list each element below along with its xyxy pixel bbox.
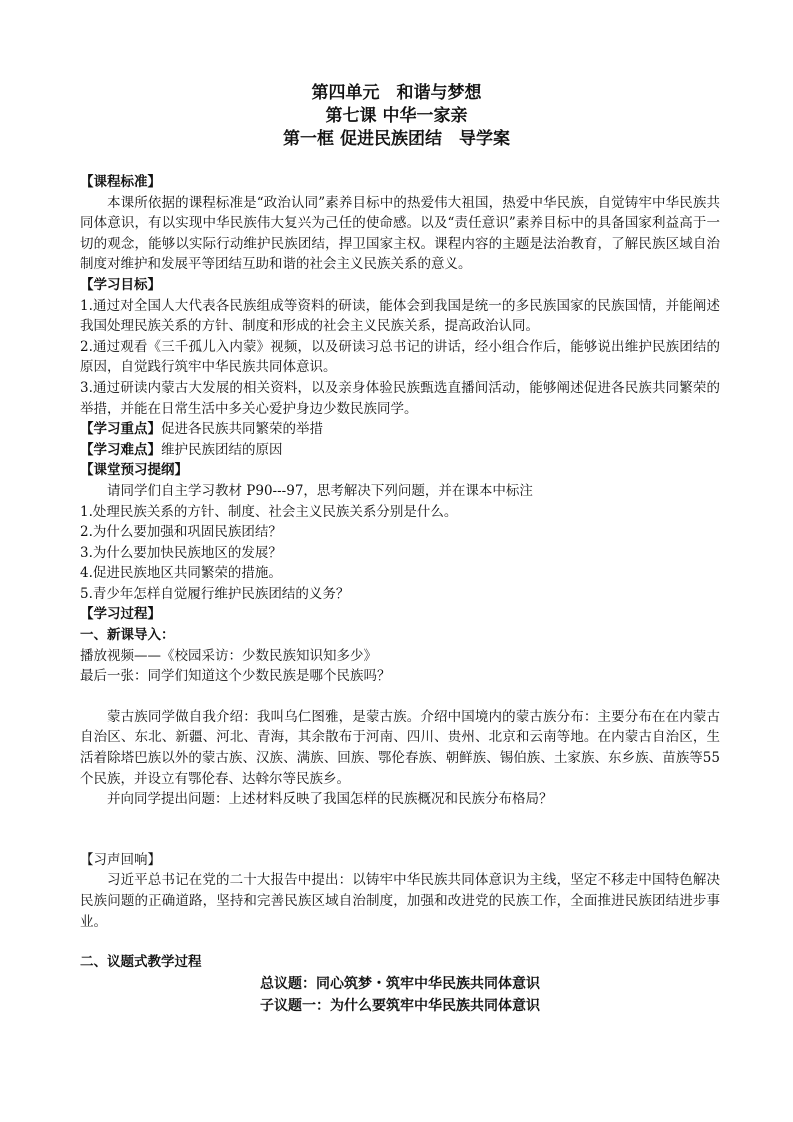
unit-title: 第四单元 和谐与梦想: [311, 83, 482, 103]
standard-heading: 【课程标准】: [80, 174, 161, 190]
spacer: [80, 687, 720, 707]
standard-body: 本课所依据的课程标准是“政治认同”素养目标中的热爱伟大祖国，热爱中华民族，自觉铸牢中华民族共同体意识，有以实现中华民族伟大复兴为己任的使命感。以及“责任意识”素养目标中的具备国家利益高于一切的观念，能够以实际行动维护民族团结，捍卫国家主权。课程内容的主题是法治教育，了解民族区域自治制度对维护和发展平等团结互助和谐的社会主义民族关系的意义。: [80, 194, 720, 273]
preview-heading: 【课堂预习提纲】: [80, 462, 188, 479]
goals-heading: 【学习目标】: [80, 276, 161, 293]
goal-item: 2.通过观看《三千孤儿入内蒙》视频，以及研读习总书记的讲话，经小组合作后，能够说出维护民族团结的原因，自觉践行筑牢中华民族共同体意识。: [80, 338, 720, 376]
echo-heading: 【习声回响】: [80, 851, 161, 868]
question-line: 最后一张：同学们知道这个少数民族是哪个民族吗？: [80, 668, 391, 685]
main-topic: 总议题：同心筑梦・筑牢中华民族共同体意识: [260, 975, 540, 992]
key-point-line: [80, 419, 720, 440]
section-title: 第一框 促进民族团结 导学案: [283, 129, 510, 149]
preview-item: 4.促进民族地区共同繁荣的措施。: [80, 565, 282, 582]
preview-item: 2.为什么要加强和巩固民族团结？: [80, 524, 282, 541]
preview-item: 1.处理民族关系的方针、制度、社会主义民族关系分别是什么。: [80, 503, 458, 520]
goal-item: 1.通过对全国人大代表各民族组成等资料的研读，能体会到我国是统一的多民族国家的民族国情，并能阐述我国处理民族关系的方针、制度和形成的社会主义民族关系，提高政治认同。: [80, 297, 720, 335]
spacer: [80, 932, 720, 952]
difficulty-line: [80, 440, 720, 461]
spacer: [80, 810, 720, 850]
process-heading: 【学习过程】: [80, 606, 161, 623]
preview-item: 5.青少年怎样自觉履行维护民族团结的义务？: [80, 585, 350, 602]
ask-paragraph: 并向同学提出问题：上述材料反映了我国怎样的民族概况和民族分布格局？: [107, 791, 553, 808]
key-point-text: 促进各民族共同繁荣的举措: [161, 421, 323, 438]
document-body: [80, 172, 720, 1017]
part1-title: 一、新课导入：: [80, 627, 175, 644]
echo-body: 习近平总书记在党的二十大报告中提出：以铸牢中华民族共同体意识为主线，坚定不移走中国特色解决民族问题的正确道路，坚持和完善民族区域自治制度，加强和改进党的民族工作，全面推进民族团结进步事业。: [80, 872, 720, 930]
title-block: [0, 82, 793, 151]
preview-intro: 请同学们自主学习教材 P90---97，思考解决下列问题，并在课本中标注: [107, 482, 533, 499]
video-line: 播放视频——《校园采访：少数民族知识知多少》: [80, 647, 377, 664]
goal-item: 3.通过研读内蒙古大发展的相关资料，以及亲身体验民族甄选直播间活动，能够阐述促进各民族共同繁荣的举措，并能在日常生活中多关心爱护身边少数民族同学。: [80, 379, 720, 417]
difficulty-text: 维护民族团结的原因: [161, 441, 283, 458]
intro-paragraph: 蒙古族同学做自我介绍：我叫乌仁图雅，是蒙古族。介绍中国境内的蒙古族分布：主要分布在在内蒙古自治区、东北、新疆、河北、青海，其余散布于河南、四川、贵州、北京和云南等地。在内蒙古自治区，生活着除塔巴族以外的蒙古族、汉族、满族、回族、鄂伦春族、朝鲜族、锡伯族、土家族、东乡族、苗族等55个民族，并设立有鄂伦春、达斡尔等民族乡。: [80, 708, 720, 787]
preview-item: 3.为什么要加快民族地区的发展？: [80, 544, 282, 561]
part2-title: 二、议题式教学过程: [80, 954, 202, 971]
key-point-heading: 【学习重点】: [80, 421, 161, 438]
lesson-title: 第七课 中华一家亲: [325, 106, 468, 126]
sub-topic: 子议题一：为什么要筑牢中华民族共同体意识: [260, 997, 540, 1014]
difficulty-heading: 【学习难点】: [80, 441, 161, 458]
